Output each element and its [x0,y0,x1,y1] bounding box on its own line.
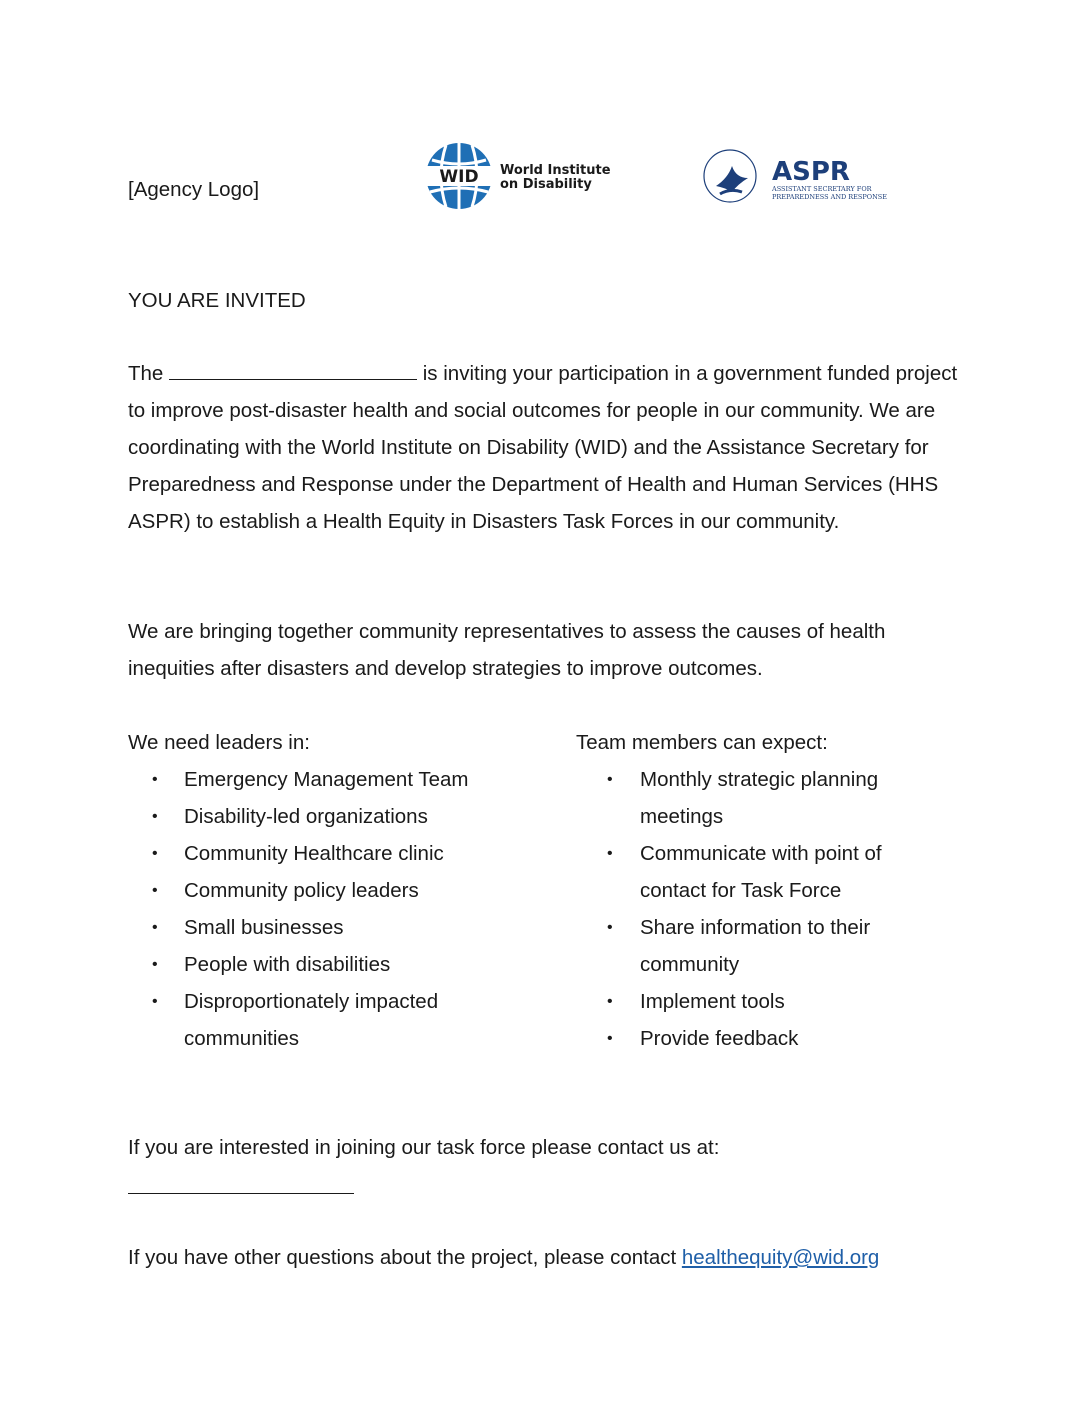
leaders-heading: We need leaders in: [128,731,310,754]
intro-after-blank: is inviting your participation in a government funded project to improve post-disaster health and social outcomes for people in our community. We are coordinating with the World Institute on Disability (WID) and the Assistance Secretary for Preparedness and Response under the Department of Health and Human Services (HHS ASPR) to establish a Health Equity in Disasters Task Forces in our community. [128,362,958,533]
intro-before-blank: The [128,362,164,385]
questions-text: If you have other questions about the project, please contact [128,1246,677,1269]
leaders-list [128,761,528,1057]
list-item: • Community policy leaders [128,872,528,909]
wid-logo [424,140,614,212]
aspr-logo-tagline1: ASSISTANT SECRETARY FOR [772,185,872,193]
email-link[interactable]: healthequity@wid.org [681,1246,880,1269]
wid-globe-icon [424,140,614,212]
list-item: • Disability-led organizations [128,798,528,835]
list-item: • Share information to their community [576,909,906,983]
contact-blank-line [128,1193,354,1194]
purpose-paragraph: We are bringing together community representatives to assess the causes of health inequities after disasters and develop strategies to improve outcomes. [128,620,886,680]
list-item: • Small businesses [128,909,528,946]
list-item: • Disproportionately impacted communities [128,983,484,1057]
bullet-icon: • [607,993,613,1010]
expectations-heading: Team members can expect: [576,731,828,754]
bullet-icon: • [152,808,158,825]
list-item: • Community Healthcare clinic [128,835,528,872]
bullet-icon: • [152,845,158,862]
page-title: YOU ARE INVITED [128,289,306,312]
aspr-logo-mark: ASPR [772,157,850,187]
hhs-eagle-seal-icon [702,148,887,208]
bullet-icon: • [607,845,613,862]
wid-logo-mark: WID [439,167,479,187]
bullet-icon: • [152,919,158,936]
bullet-icon: • [152,993,158,1010]
list-item: • Communicate with point of contact for Task Force [576,835,906,909]
aspr-logo [702,148,887,208]
list-item: • Provide feedback [576,1020,906,1057]
wid-logo-line1: World Institute [500,163,611,178]
agency-logo-placeholder: [Agency Logo] [128,178,260,201]
list-item: • Implement tools [576,983,906,1020]
questions-line [128,1239,879,1276]
wid-logo-line2: on Disability [500,177,592,192]
expectations-list [576,761,906,1057]
intro-paragraph [128,355,958,540]
list-item: • Emergency Management Team [128,761,528,798]
agency-name-blank [169,361,417,380]
aspr-logo-tagline2: PREPAREDNESS AND RESPONSE [772,193,887,201]
interest-contact-text: If you are interested in joining our task force please contact us at: [128,1136,720,1159]
bullet-icon: • [152,882,158,899]
list-item: • Monthly strategic planning meetings [576,761,906,835]
bullet-icon: • [152,771,158,788]
bullet-icon: • [607,1030,613,1047]
bullet-icon: • [607,919,613,936]
bullet-icon: • [607,771,613,788]
bullet-icon: • [152,956,158,973]
list-item: • People with disabilities [128,946,528,983]
